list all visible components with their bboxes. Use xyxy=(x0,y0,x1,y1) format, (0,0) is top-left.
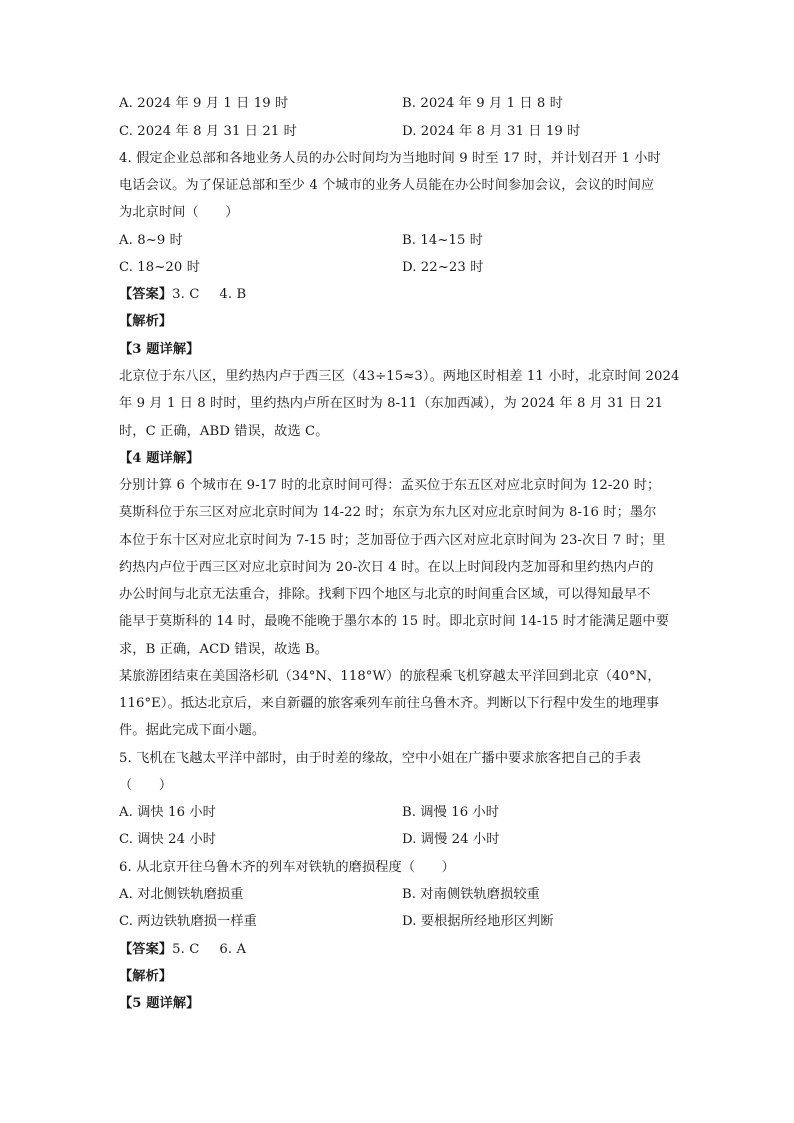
q2-option-d: D. 2024 年 8 月 31 日 19 时 xyxy=(402,124,581,139)
answer-label: 【答案】 xyxy=(119,942,173,957)
q4-option-b: B. 14~15 时 xyxy=(402,233,484,248)
answer-6: 6. A xyxy=(219,942,247,957)
detail-3-heading: 【3 题详解】 xyxy=(119,342,200,357)
q4-stem-line: 电话会议。为了保证总部和至少 4 个城市的业务人员能在办公时间参加会议，会议的时间应 xyxy=(119,178,655,193)
detail-4-heading: 【4 题详解】 xyxy=(119,451,200,466)
answer-line xyxy=(119,940,679,960)
q2-option-c: C. 2024 年 8 月 31 日 21 时 xyxy=(119,124,297,139)
passage-line: 116°E）。抵达北京后，来自新疆的旅客乘列车前往乌鲁木齐。判断以下行程中发生的地理事 xyxy=(119,696,660,711)
q6-stem: 6. 从北京开往乌鲁木齐的列车对铁轨的磨损程度（ ） xyxy=(119,860,455,875)
detail-3-line: 年 9 月 1 日 8 时时，里约热内卢所在区时为 8-11（东加西减），为 2024 年 8 月 31 日 21 xyxy=(119,396,664,411)
q2-option-a: A. 2024 年 9 月 1 日 19 时 xyxy=(119,96,289,111)
q5-option-c: C. 调快 24 小时 xyxy=(119,832,217,847)
q6-option-b: B. 对南侧铁轨磨损较重 xyxy=(402,887,540,902)
answer-label: 【答案】 xyxy=(119,287,173,302)
q6-option-c: C. 两边铁轨磨损一样重 xyxy=(119,914,257,929)
detail-5-heading: 【5 题详解】 xyxy=(119,996,200,1011)
q5-stem-line: 5. 飞机在飞越太平洋中部时，由于时差的缘故，空中小姐在广播中要求旅客把自己的手表 xyxy=(119,751,641,766)
detail-4-line: 约热内卢位于西三区对应北京时间为 20-次日 4 时。在以上时间段内芝加哥和里约热内卢的 xyxy=(119,560,654,575)
q2-option-b: B. 2024 年 9 月 1 日 8 时 xyxy=(402,96,563,111)
q5-stem-line: （ ） xyxy=(119,778,173,793)
q6-option-d: D. 要根据所经地形区判断 xyxy=(402,914,554,929)
q5-option-b: B. 调慢 16 小时 xyxy=(402,805,500,820)
detail-3-line: 时，C 正确，ABD 错误，故选 C。 xyxy=(119,424,329,439)
answer-3: 3. C xyxy=(172,287,200,302)
passage-line: 某旅游团结束在美国洛杉矶（34°N、118°W）的旅程乘飞机穿越太平洋回到北京（40°N， xyxy=(119,669,661,684)
q4-option-c: C. 18~20 时 xyxy=(119,260,200,275)
answer-line xyxy=(119,285,679,305)
q4-stem-line: 为北京时间（ ） xyxy=(119,205,239,220)
q5-option-d: D. 调慢 24 小时 xyxy=(402,832,500,847)
analysis-heading: 【解析】 xyxy=(119,969,173,984)
analysis-heading: 【解析】 xyxy=(119,314,173,329)
q5-option-a: A. 调快 16 小时 xyxy=(119,805,216,820)
passage-line: 件。据此完成下面小题。 xyxy=(119,723,266,738)
detail-4-line: 办公时间与北京无法重合，排除。找剩下四个地区与北京的时间重合区域，可以得知最早不 xyxy=(119,587,651,602)
detail-4-line: 求，B 正确，ACD 错误，故选 B。 xyxy=(119,642,329,657)
q4-stem-line: 4. 假定企业总部和各地业务人员的办公时间均为当地时间 9 时至 17 时，并计划召开 1 小时 xyxy=(119,151,661,166)
q6-option-a: A. 对北侧铁轨磨损重 xyxy=(119,887,244,902)
detail-4-line: 本位于东十区对应北京时间为 7-15 时；芝加哥位于西六区对应北京时间为 23-次日 7 时；里 xyxy=(119,533,666,548)
detail-4-line: 分别计算 6 个城市在 9-17 时的北京时间可得：孟买位于东五区对应北京时间为 12-20 时； xyxy=(119,478,661,493)
detail-4-line: 能早于莫斯科的 14 时，最晚不能晚于墨尔本的 15 时。即北京时间 14-15 时才能满足题中要 xyxy=(119,614,670,629)
detail-3-line: 北京位于东八区，里约热内卢于西三区（43÷15≈3）。两地区时相差 11 小时，北京时间 2024 xyxy=(119,369,680,384)
q4-option-d: D. 22~23 时 xyxy=(402,260,484,275)
answer-4: 4. B xyxy=(219,287,247,302)
detail-4-line: 莫斯科位于东三区对应北京时间为 14-22 时；东京为东九区对应北京时间为 8-16 时；墨尔 xyxy=(119,505,657,520)
answer-5: 5. C xyxy=(172,942,200,957)
q4-option-a: A. 8~9 时 xyxy=(119,233,183,248)
